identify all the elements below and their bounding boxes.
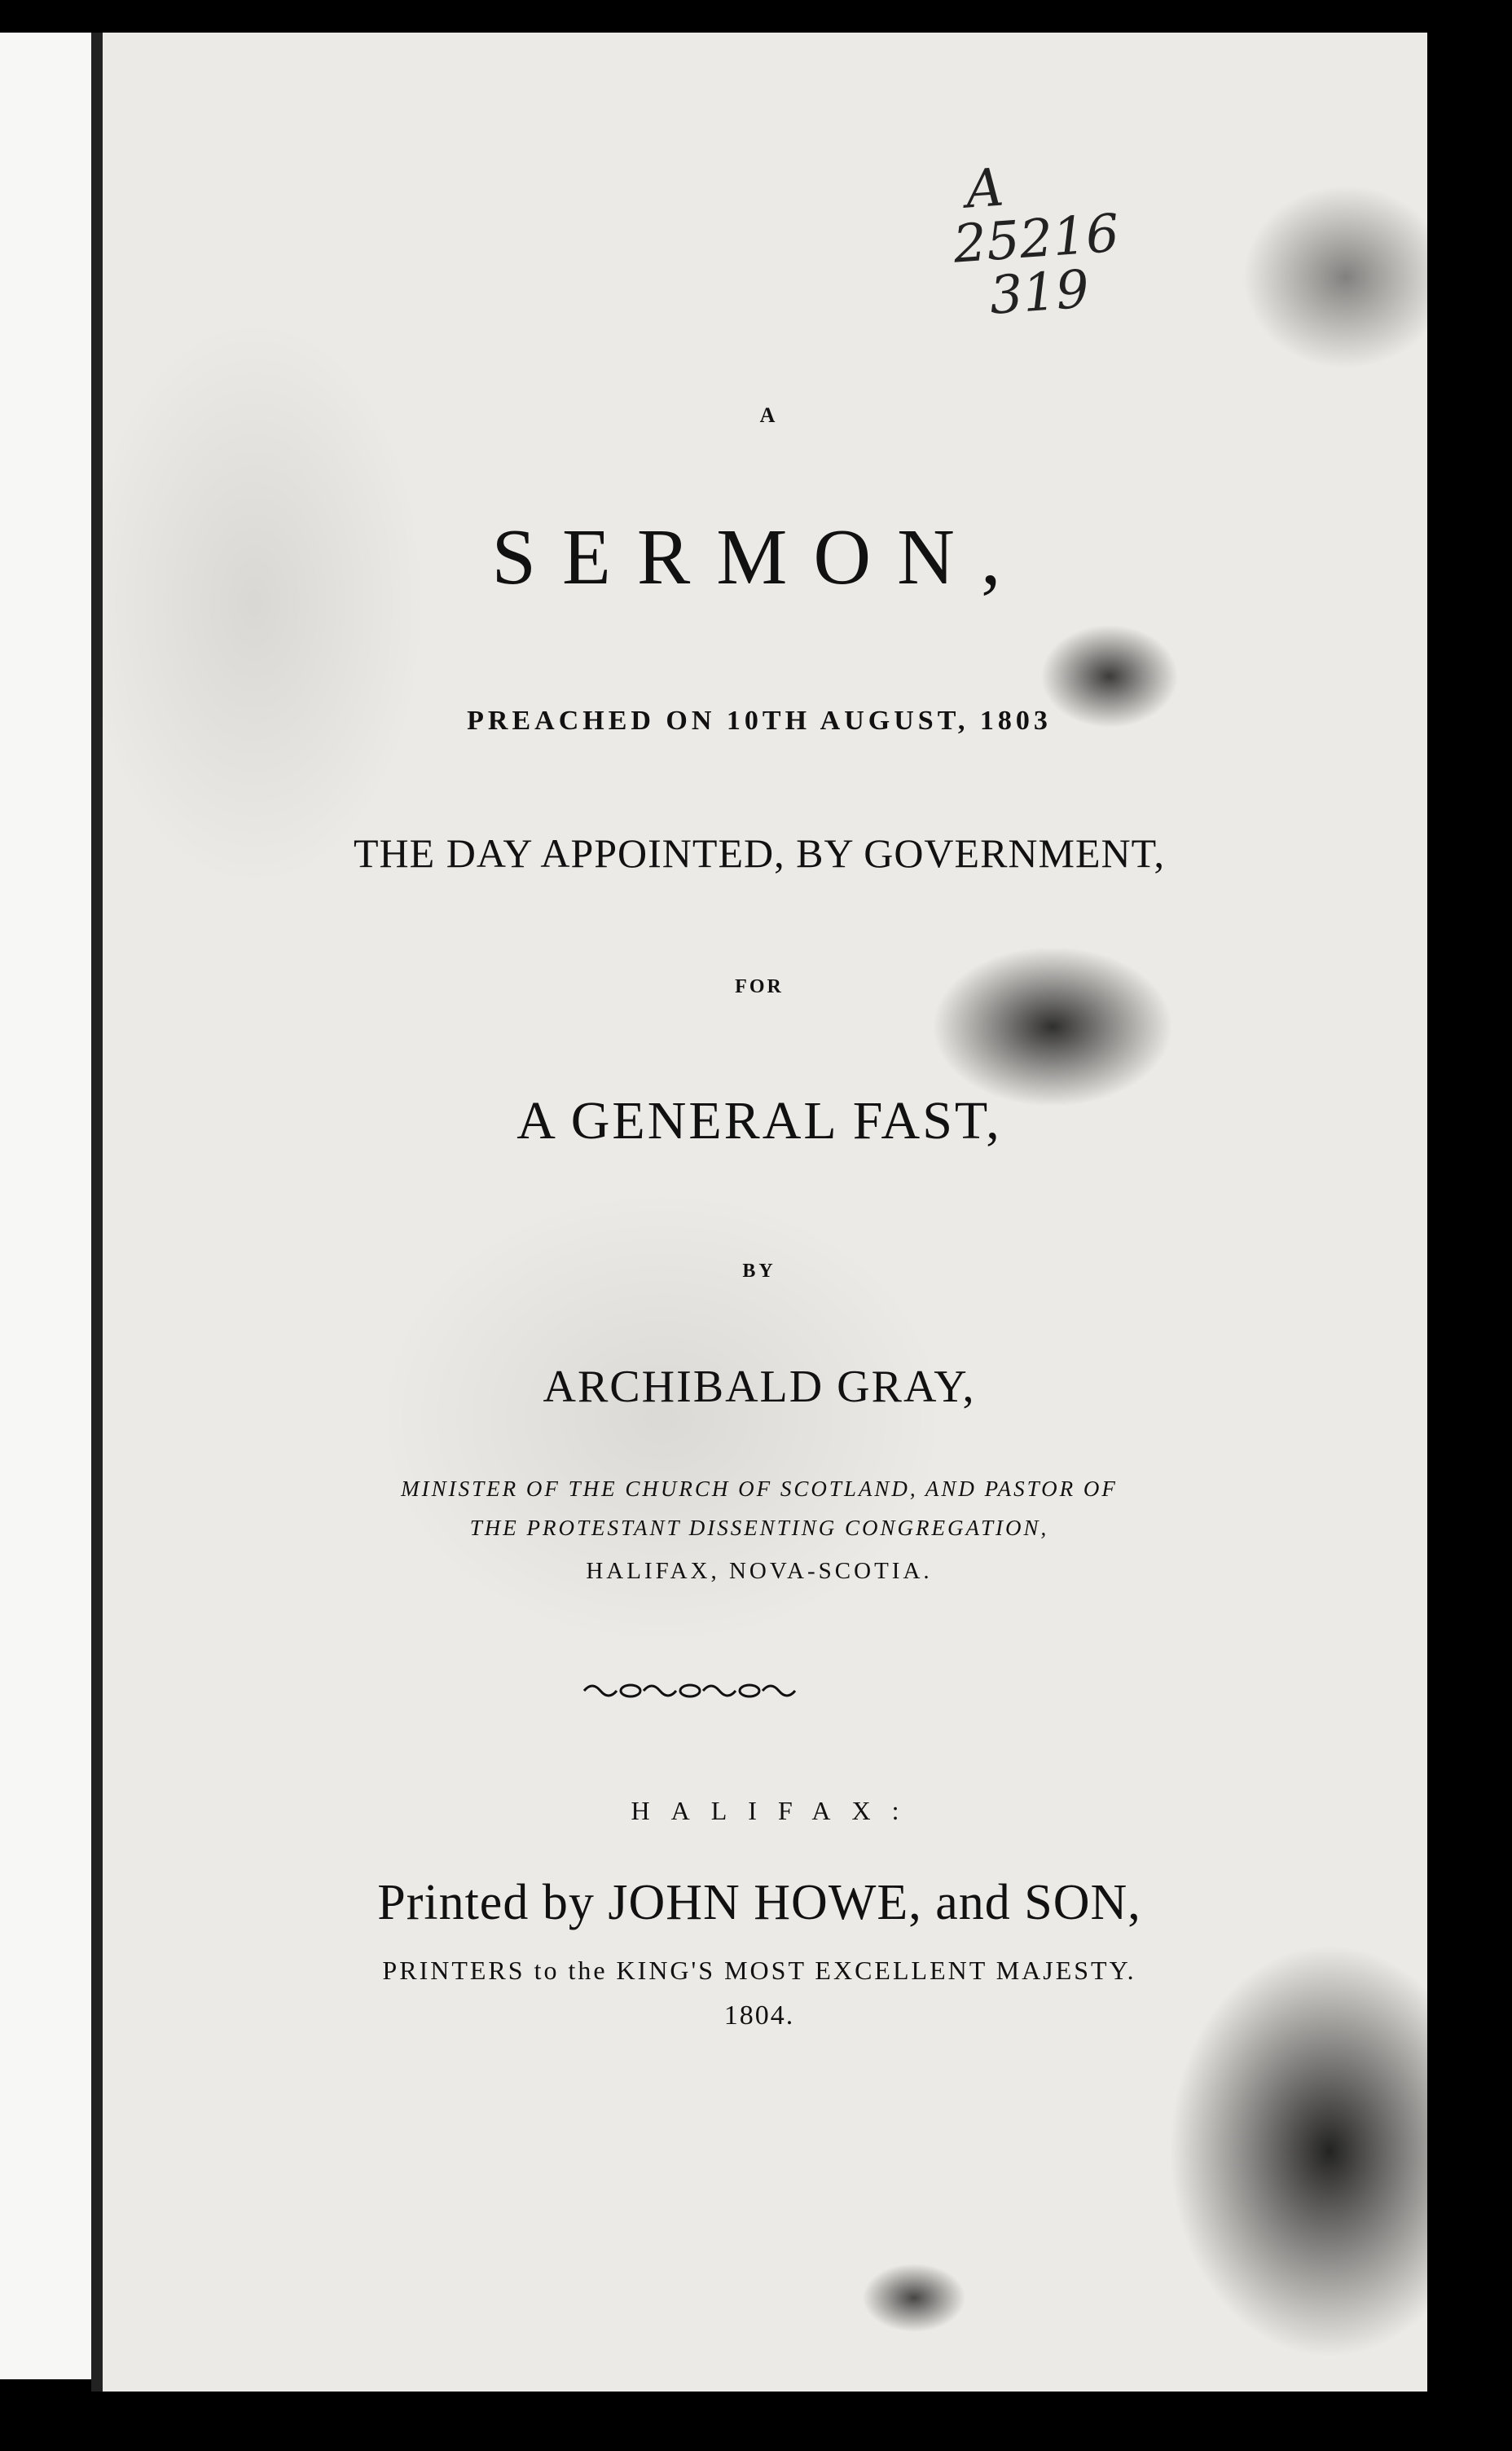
printer-line: Printed by JOHN HOWE, and SON, [377,1875,1141,1930]
place-of-publication: HALIFAX: [631,1796,921,1825]
call-number-line: 25216 [951,203,1122,275]
for-line: FOR [735,976,784,997]
title-article: A [759,403,776,427]
occasion-line: A GENERAL FAST, [516,1091,1002,1151]
call-number [948,145,1236,325]
call-number-line: A [964,157,1006,221]
preached-line: PREACHED ON 10TH AUGUST, 1803 [467,706,1052,736]
ornament-divider [580,1679,800,1703]
title-heading: SERMON, [491,513,1027,601]
page-edge [91,33,103,2392]
author-description-3: HALIFAX, NOVA-SCOTIA. [586,1558,933,1584]
author-description-1: MINISTER OF THE CHURCH OF SCOTLAND, AND PASTOR OF [401,1476,1118,1501]
author-name: ARCHIBALD GRAY, [543,1362,976,1412]
publication-year: 1804. [723,2000,795,2031]
day-appointed-line: THE DAY APPOINTED, BY GOVERNMENT, [354,830,1165,876]
by-line: BY [742,1261,776,1282]
author-description-2: THE PROTESTANT DISSENTING CONGREGATION, [469,1516,1049,1540]
title-page [91,33,1427,2392]
call-number-line: 319 [987,259,1092,327]
printer-title-line: PRINTERS to the KING'S MOST EXCELLENT MAJESTY. [382,1956,1136,1985]
